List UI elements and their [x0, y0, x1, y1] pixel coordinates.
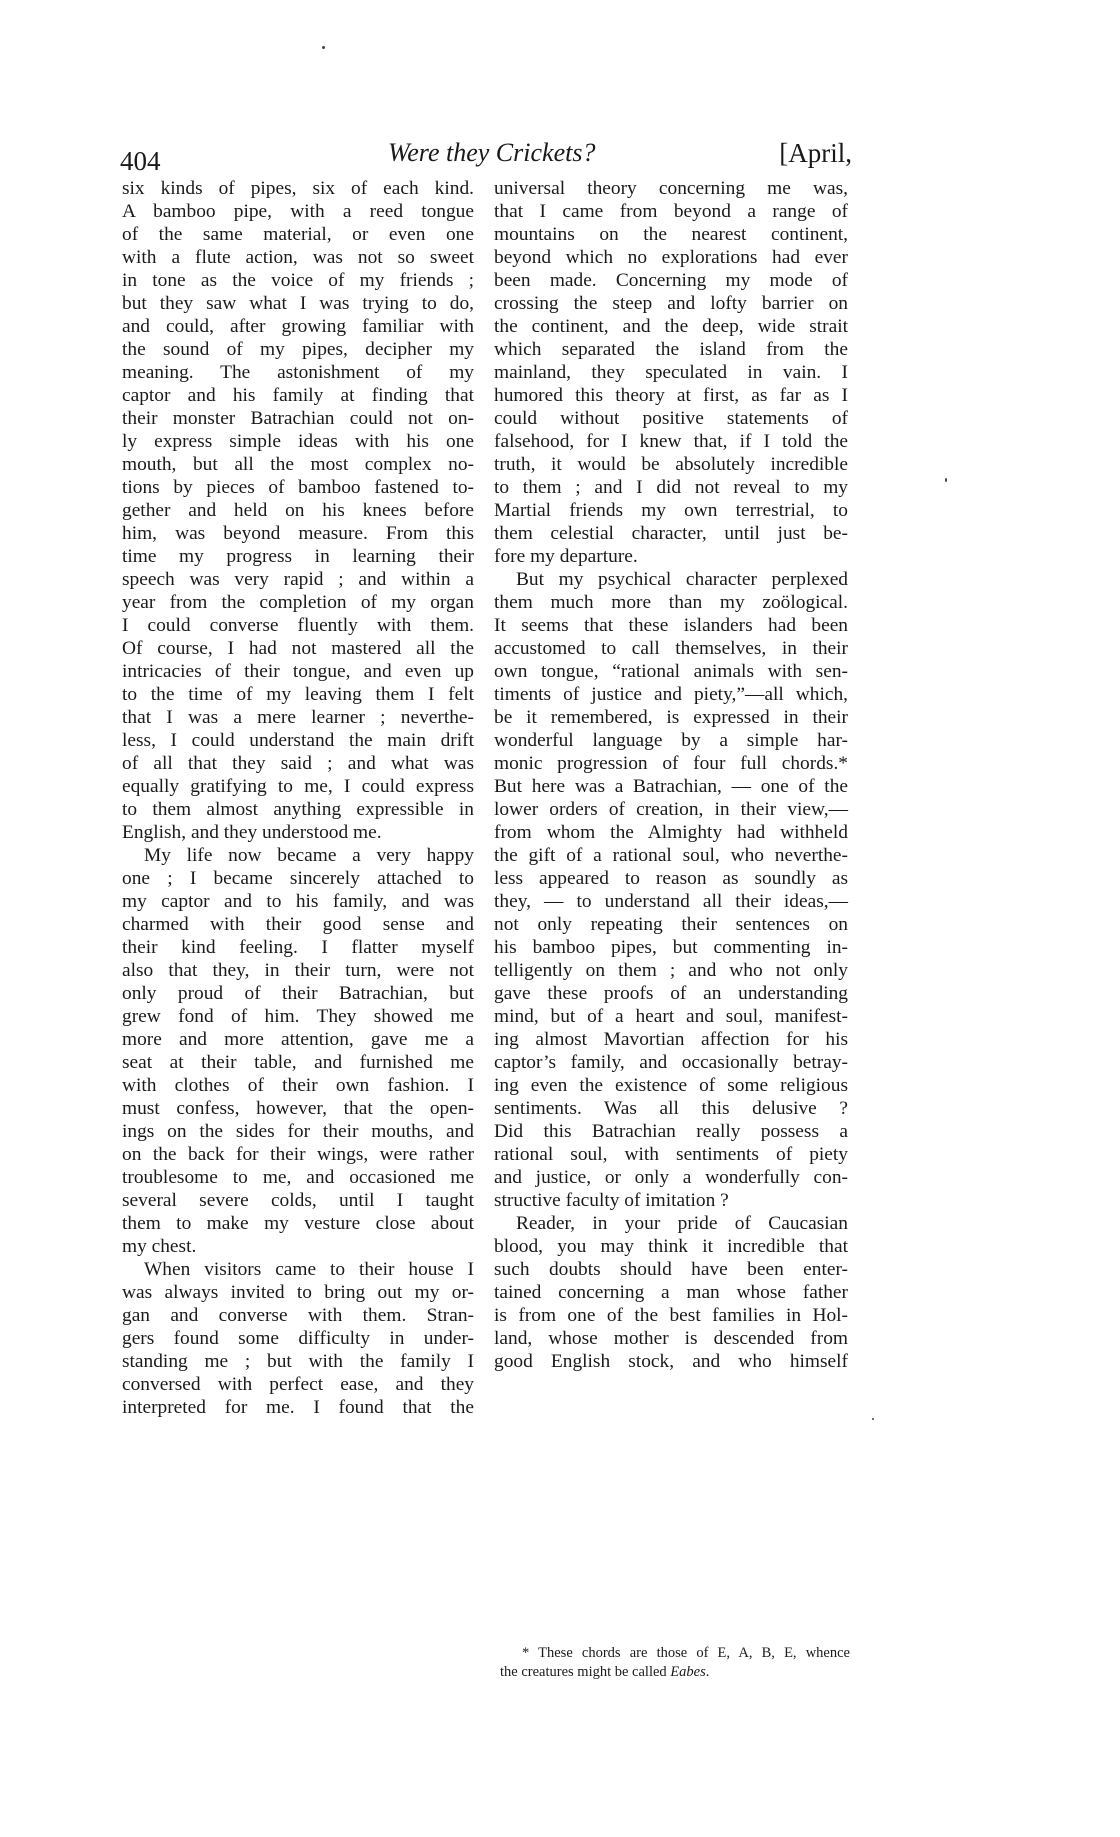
text-line: their monster Batrachian could not on-	[122, 408, 474, 429]
text-line: also that they, in their turn, were not	[122, 960, 474, 981]
text-line: grew fond of him. They showed me	[122, 1006, 474, 1027]
text-line: not only repeating their sentences on	[494, 914, 848, 935]
text-line: meaning. The astonishment of my	[122, 362, 474, 383]
text-line: blood, you may think it incredible that	[494, 1236, 848, 1257]
text-line: tions by pieces of bamboo fastened to-	[122, 477, 474, 498]
text-line: on the back for their wings, were rather	[122, 1144, 474, 1165]
text-line: structive faculty of imitation ?	[494, 1190, 729, 1211]
text-line: speech was very rapid ; and within a	[122, 569, 474, 590]
text-line: which separated the island from the	[494, 339, 848, 360]
text-line: one ; I became sincerely attached to	[122, 868, 474, 889]
text-line: be it remembered, is expressed in their	[494, 707, 848, 728]
text-line: of all that they said ; and what was	[122, 753, 474, 774]
text-line: Did this Batrachian really possess a	[494, 1121, 848, 1142]
text-line: interpreted for me. I found that the	[122, 1397, 474, 1418]
text-line: land, whose mother is descended from	[494, 1328, 848, 1349]
running-title: Were they Crickets?	[388, 138, 596, 167]
footnote-text: the creatures might be called	[500, 1664, 671, 1680]
text-line: fore my departure.	[494, 546, 638, 567]
text-line: the continent, and the deep, wide strait	[494, 316, 848, 337]
text-line: the gift of a rational soul, who neverthe-	[494, 845, 848, 866]
left-column	[122, 177, 474, 1419]
text-line: falsehood, for I knew that, if I told the	[494, 431, 848, 452]
text-line: captor and his family at finding that	[122, 385, 474, 406]
text-line: sentiments. Was all this delusive ?	[494, 1098, 848, 1119]
text-line: my chest.	[122, 1236, 197, 1257]
text-line: could without positive statements of	[494, 408, 848, 429]
text-line: lower orders of creation, in their view,—	[494, 799, 848, 820]
text-line: them to make my vesture close about	[122, 1213, 474, 1234]
text-line: but they saw what I was trying to do,	[122, 293, 474, 314]
text-line: good English stock, and who himself	[494, 1351, 848, 1372]
text-line: I could converse fluently with them.	[122, 615, 474, 636]
text-line: more and more attention, gave me a	[122, 1029, 474, 1050]
text-line: intricacies of their tongue, and even up	[122, 661, 474, 682]
text-line: wonderful language by a simple har-	[494, 730, 848, 751]
text-line: Martial friends my own terrestrial, to	[494, 500, 848, 521]
text-line: their kind feeling. I flatter myself	[122, 937, 474, 958]
text-line: only proud of their Batrachian, but	[122, 983, 474, 1004]
text-line: ing even the existence of some religious	[494, 1075, 848, 1096]
text-line: beyond which no explorations had ever	[494, 247, 848, 268]
text-line: from whom the Almighty had withheld	[494, 822, 848, 843]
text-line: ing almost Mavortian affection for his	[494, 1029, 848, 1050]
text-line: several severe colds, until I taught	[122, 1190, 474, 1211]
text-line: mouth, but all the most complex no-	[122, 454, 474, 475]
text-line: ings on the sides for their mouths, and	[122, 1121, 474, 1142]
text-line: It seems that these islanders had been	[494, 615, 848, 636]
text-line: year from the completion of my organ	[122, 592, 474, 613]
text-line: equally gratifying to me, I could express	[122, 776, 474, 797]
text-line: monic progression of four full chords.*	[494, 753, 848, 774]
text-line: mountains on the nearest continent,	[494, 224, 848, 245]
text-line: that I came from beyond a range of	[494, 201, 848, 222]
text-line: ly express simple ideas with his one	[122, 431, 474, 452]
text-line: Reader, in your pride of Caucasian	[516, 1213, 848, 1234]
text-line: time my progress in learning their	[122, 546, 474, 567]
text-line: is from one of the best families in Hol-	[494, 1305, 848, 1326]
text-line: seat at their table, and furnished me	[122, 1052, 474, 1073]
text-line: timents of justice and piety,”—all which,	[494, 684, 848, 705]
text-line: gers found some difficulty in under-	[122, 1328, 474, 1349]
text-line: rational soul, with sentiments of piety	[494, 1144, 848, 1165]
print-speck	[322, 46, 325, 49]
text-line: less, I could understand the main drift	[122, 730, 474, 751]
text-line: A bamboo pipe, with a reed tongue	[122, 201, 474, 222]
text-line: gave these proofs of an understanding	[494, 983, 848, 1004]
text-line: the sound of my pipes, decipher my	[122, 339, 474, 360]
text-line: charmed with their good sense and	[122, 914, 474, 935]
text-line: English, and they understood me.	[122, 822, 382, 843]
text-line: captor’s family, and occasionally betray-	[494, 1052, 848, 1073]
text-line: gan and converse with them. Stran-	[122, 1305, 474, 1326]
right-column	[494, 177, 848, 1373]
text-line: When visitors came to their house I	[144, 1259, 474, 1280]
text-line: with clothes of their own fashion. I	[122, 1075, 474, 1096]
footnote-text: .	[705, 1664, 710, 1680]
page-number: 404	[120, 146, 161, 176]
text-line: But my psychical character perplexed	[516, 569, 848, 590]
text-line: tained concerning a man whose father	[494, 1282, 848, 1303]
text-line: to them almost anything expressible in	[122, 799, 474, 820]
text-line: him, was beyond measure. From this	[122, 523, 474, 544]
text-line: must confess, however, that the open-	[122, 1098, 474, 1119]
text-line: and could, after growing familiar with	[122, 316, 474, 337]
text-line: them celestial character, until just be-	[494, 523, 848, 544]
text-line: conversed with perfect ease, and they	[122, 1374, 474, 1395]
running-head	[120, 138, 850, 178]
text-line: humored this theory at first, as far as I	[494, 385, 848, 406]
text-line: accustomed to call themselves, in their	[494, 638, 848, 659]
running-month: [April,	[779, 138, 852, 168]
text-line: was always invited to bring out my or-	[122, 1282, 474, 1303]
text-line: in tone as the voice of my friends ;	[122, 270, 474, 291]
text-line: But here was a Batrachian, — one of the	[494, 776, 848, 797]
text-line: standing me ; but with the family I	[122, 1351, 474, 1372]
text-line: such doubts should have been enter-	[494, 1259, 848, 1280]
text-line: My life now became a very happy	[144, 845, 474, 866]
text-line: his bamboo pipes, but commenting in-	[494, 937, 848, 958]
footnote-italic-term: Eabes	[670, 1664, 706, 1680]
text-line: that I was a mere learner ; neverthe-	[122, 707, 474, 728]
text-line: been made. Concerning my mode of	[494, 270, 848, 291]
text-line: troublesome to me, and occasioned me	[122, 1167, 474, 1188]
text-line: crossing the steep and lofty barrier on	[494, 293, 848, 314]
text-line: to them ; and I did not reveal to my	[494, 477, 848, 498]
text-line: them much more than my zoölogical.	[494, 592, 848, 613]
text-line: own tongue, “rational animals with sen-	[494, 661, 848, 682]
text-line: Of course, I had not mastered all the	[122, 638, 474, 659]
footnote	[500, 1644, 850, 1682]
text-line: truth, it would be absolutely incredible	[494, 454, 848, 475]
text-line: less appeared to reason as soundly as	[494, 868, 848, 889]
text-line: they, — to understand all their ideas,—	[494, 891, 848, 912]
text-line: gether and held on his knees before	[122, 500, 474, 521]
footnote-line	[500, 1663, 850, 1682]
footnote-line: * These chords are those of E, A, B, E, whence	[522, 1645, 850, 1661]
text-line: mainland, they speculated in vain. I	[494, 362, 848, 383]
text-line: and justice, or only a wonderfully con-	[494, 1167, 848, 1188]
print-speck	[872, 1418, 874, 1420]
text-line: mind, but of a heart and soul, manifest-	[494, 1006, 848, 1027]
text-line: to the time of my leaving them I felt	[122, 684, 474, 705]
text-line: my captor and to his family, and was	[122, 891, 474, 912]
text-line: of the same material, or even one	[122, 224, 474, 245]
text-line: universal theory concerning me was,	[494, 178, 848, 199]
print-speck	[945, 478, 947, 482]
text-line: with a flute action, was not so sweet	[122, 247, 474, 268]
text-line: six kinds of pipes, six of each kind.	[122, 178, 474, 199]
text-line: telligently on them ; and who not only	[494, 960, 848, 981]
